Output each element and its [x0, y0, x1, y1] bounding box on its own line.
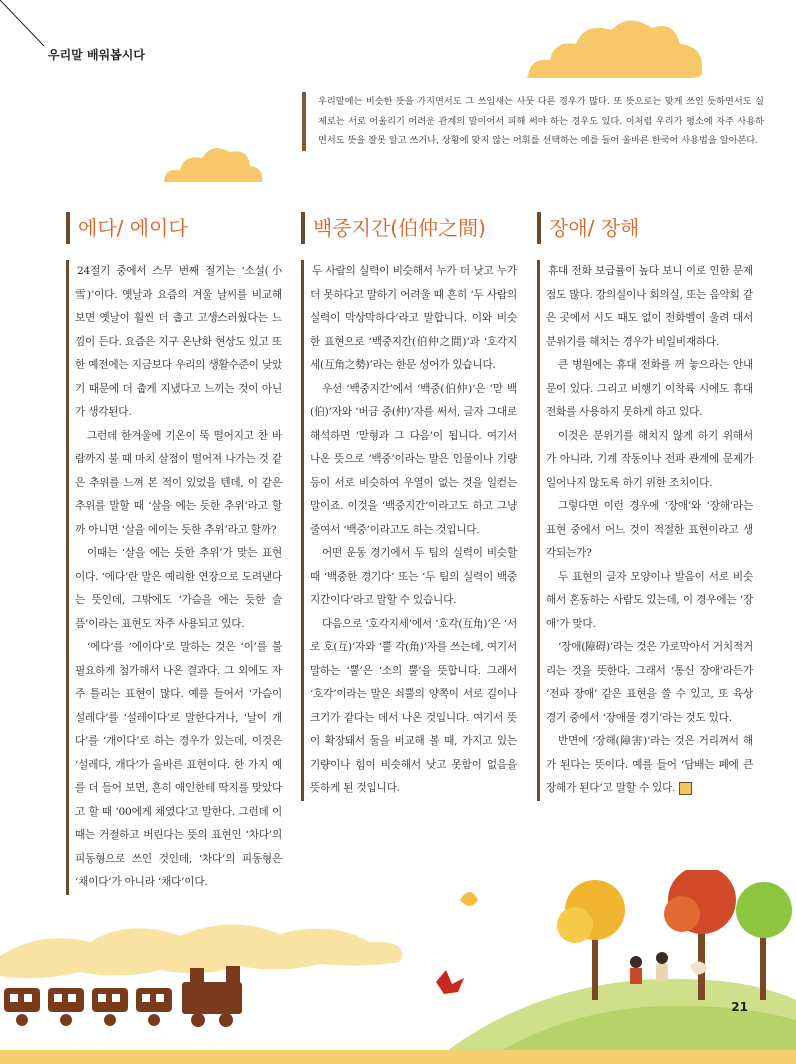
- paragraph: 이것은 분위기를 해치지 않게 하기 위해서가 아니라, 기계 작동이나 전파 관계에 문제가 일어나지 않도록 하기 위한 조치이다.: [546, 429, 753, 489]
- paragraph-text: 반면에 ‘장해(障害)’라는 것은 거리껴서 해가 된다는 뜻이다. 예를 들어 ‘담배는 폐에 큰 장해가 된다’고 말할 수 있다.: [546, 735, 753, 794]
- column-baekjung: [301, 212, 517, 801]
- corner-decoration-line: [0, 0, 60, 50]
- paragraph: 두 사람의 실력이 비슷해서 누가 더 낫고 누가 더 못하다고 말하기 어려울 때 흔히 ‘두 사람의 실력이 막상막하다’라고 말합니다. 이와 비슷한 표현으로 ‘백중지간(伯仲之間)’과 ‘호각지세(互角之勢)’라는 한문 성어가 있습니다.: [310, 265, 517, 371]
- paragraph: 24절기 중에서 스무 번째 절기는 ‘소설(小雪)’이다. 옛날과 요즘의 겨울 날씨를 비교해 보면 옛날이 훨씬 더 춥고 고생스러웠다는 느낌이 든다. 요즘은 지구 온난화 현상도 있고 또한 예전에는 지금보다 우리의 생활수준이 낮았기 때문에 더 춥게 지냈다고 느끼는 것이 아닌가 생각된다.: [75, 265, 282, 418]
- column-eda: [66, 212, 282, 895]
- paragraph: 이때는 ‘살을 에는 듯한 추위’가 맞는 표현이다. ‘에다’란 말은 예리한 연장으로 도려낸다는 뜻인데, 그밖에도 ‘가슴을 에는 듯한 슬픔’이라는 표현도 자주 사용되고 있다.: [75, 547, 282, 630]
- paragraph: 우선 ‘백중지간’에서 ‘백중(伯仲)’은 ‘맏 백(伯)’자와 ‘버금 중(仲)’자를 써서, 글자 그대로 해석하면 ‘맏형과 그 다음’이 됩니다. 여기서 나온 뜻으로 ‘백중’이라는 말은 인물이나 기량 등이 서로 비슷하여 우열이 없는 것을 일컫는 말이죠. 이것을 ‘백중지간’이라고도 하고 그냥 줄여서 ‘백중’이라고도 하는 것입니다.: [310, 382, 517, 536]
- paragraph: 큰 병원에는 휴대 전화를 꺼 놓으라는 안내문이 있다. 그리고 비행기 이착륙 시에도 휴대 전화를 사용하지 못하게 하고 있다.: [546, 359, 753, 418]
- paragraph: 두 표현의 글자 모양이나 발음이 서로 비슷해서 혼동하는 사람도 있는데, 이 경우에는 ‘장애’가 맞다.: [546, 570, 753, 630]
- column-title: 에다/ 에이다: [66, 212, 282, 244]
- section-header-label: 우리말 배워봅시다: [48, 48, 145, 62]
- paragraph: [546, 730, 753, 801]
- column-body: [537, 260, 753, 801]
- autumn-illustration: [0, 870, 796, 1064]
- paragraph: ‘에다’를 ‘에이다’로 말하는 것은 ‘이’를 불필요하게 첨가해서 나온 결과다. 그 외에도 자주 틀리는 표현이 많다. 예를 들어서 ‘가슴이 설레다’를 ‘설레이다’로 말한다거나, ‘날이 개다’를 ‘개이다’로 하는 경우가 있는데, 이것은 ‘설레다, 개다’가 올바른 표현이다. 한 가지 예를 더 들어 보면, 흔히 애인한테 딱지를 맞았다고 할 때 ‘00에게 채였다’고 말한다. 그런데 이때는 거절하고 버린다는 뜻의 표현인 ‘차다’의 피동형으로 쓰인 것인데, ‘차다’의 피동형은 ‘채이다’가 아니라 ‘채다’이다.: [75, 641, 282, 888]
- paragraph: ‘장애(障碍)’라는 것은 가로막아서 거치적거리는 것을 뜻한다. 그래서 ‘통신 장애’라든가 ‘전파 장애’ 같은 표현을 쓸 수 있고, 또 육상 경기 중에서 ‘장애물 경기’라는 것도 있다.: [546, 641, 753, 724]
- column-body: [301, 260, 517, 801]
- paragraph: 휴대 전화 보급률이 높다 보니 이로 인한 문제점도 많다. 강의실이나 회의실, 또는 음악회 같은 곳에서 시도 때도 없이 전화벨이 울려 대서 분위기를 해치는 경우가 비일비재하다.: [546, 265, 753, 348]
- column-title: 장애/ 장해: [537, 212, 753, 244]
- cloud-top-right: [520, 10, 710, 82]
- end-mark-icon: [679, 782, 692, 795]
- column-jangae: [537, 212, 753, 801]
- paragraph: 다음으로 ‘호각지세’에서 ‘호각(互角)’은 ‘서로 호(互)’자와 ‘뿔 각(角)’자를 쓰는데, 여기서 말하는 ‘뿔’은 ‘소의 뿔’을 뜻합니다. 그래서 ‘호각’이라는 말은 쇠뿔의 양쪽이 서로 길이나 크기가 같다는 데서 나온 것입니다. 여기서 뜻이 확장돼서 둘을 비교해 볼 때, 가지고 있는 기량이나 힘이 비슷해서 낫고 못함이 없음을 뜻하게 된 것입니다.: [310, 617, 517, 794]
- paragraph: 그렇다면 이런 경우에 ‘장애’와 ‘장해’라는 표현 중에서 어느 것이 적절한 표현이라고 생각되는가?: [546, 500, 753, 559]
- cloud-left: [158, 138, 268, 188]
- intro-text: 우리말에는 비슷한 뜻을 가지면서도 그 쓰임새는 사뭇 다른 경우가 많다. 또 뜻으로는 맞게 쓰인 듯하면서도 실제로는 서로 어울리기 어려운 관계의 말이어서 피해 써야 하는 경우도 있다. 이처럼 우리가 평소에 자주 사용하면서도 뜻을 잘못 알고 쓰거나, 상황에 맞지 않는 어휘를 선택하는 예를 들어 올바른 한국어 사용법을 알아본다.: [302, 92, 764, 151]
- paragraph: 그런데 한겨울에 기온이 뚝 떨어지고 찬 바람까지 불 때 마치 살점이 떨어져 나가는 것 같은 추위를 느껴 본 적이 있었을 텐데, 이 같은 추위를 말할 때 ‘살을 에는 듯한 추위’라고 할까 아니면 ‘살을 에이는 듯한 추위’라고 할까?: [75, 429, 282, 536]
- column-body: [66, 260, 282, 895]
- column-title: 백중지간(伯仲之間): [301, 212, 517, 244]
- page-number: 21: [731, 1000, 748, 1014]
- paragraph: 어떤 운동 경기에서 두 팀의 실력이 비슷할 때 ‘백중한 경기다’ 또는 ‘두 팀의 실력이 백중지간이다’라고 말할 수 있습니다.: [310, 547, 517, 606]
